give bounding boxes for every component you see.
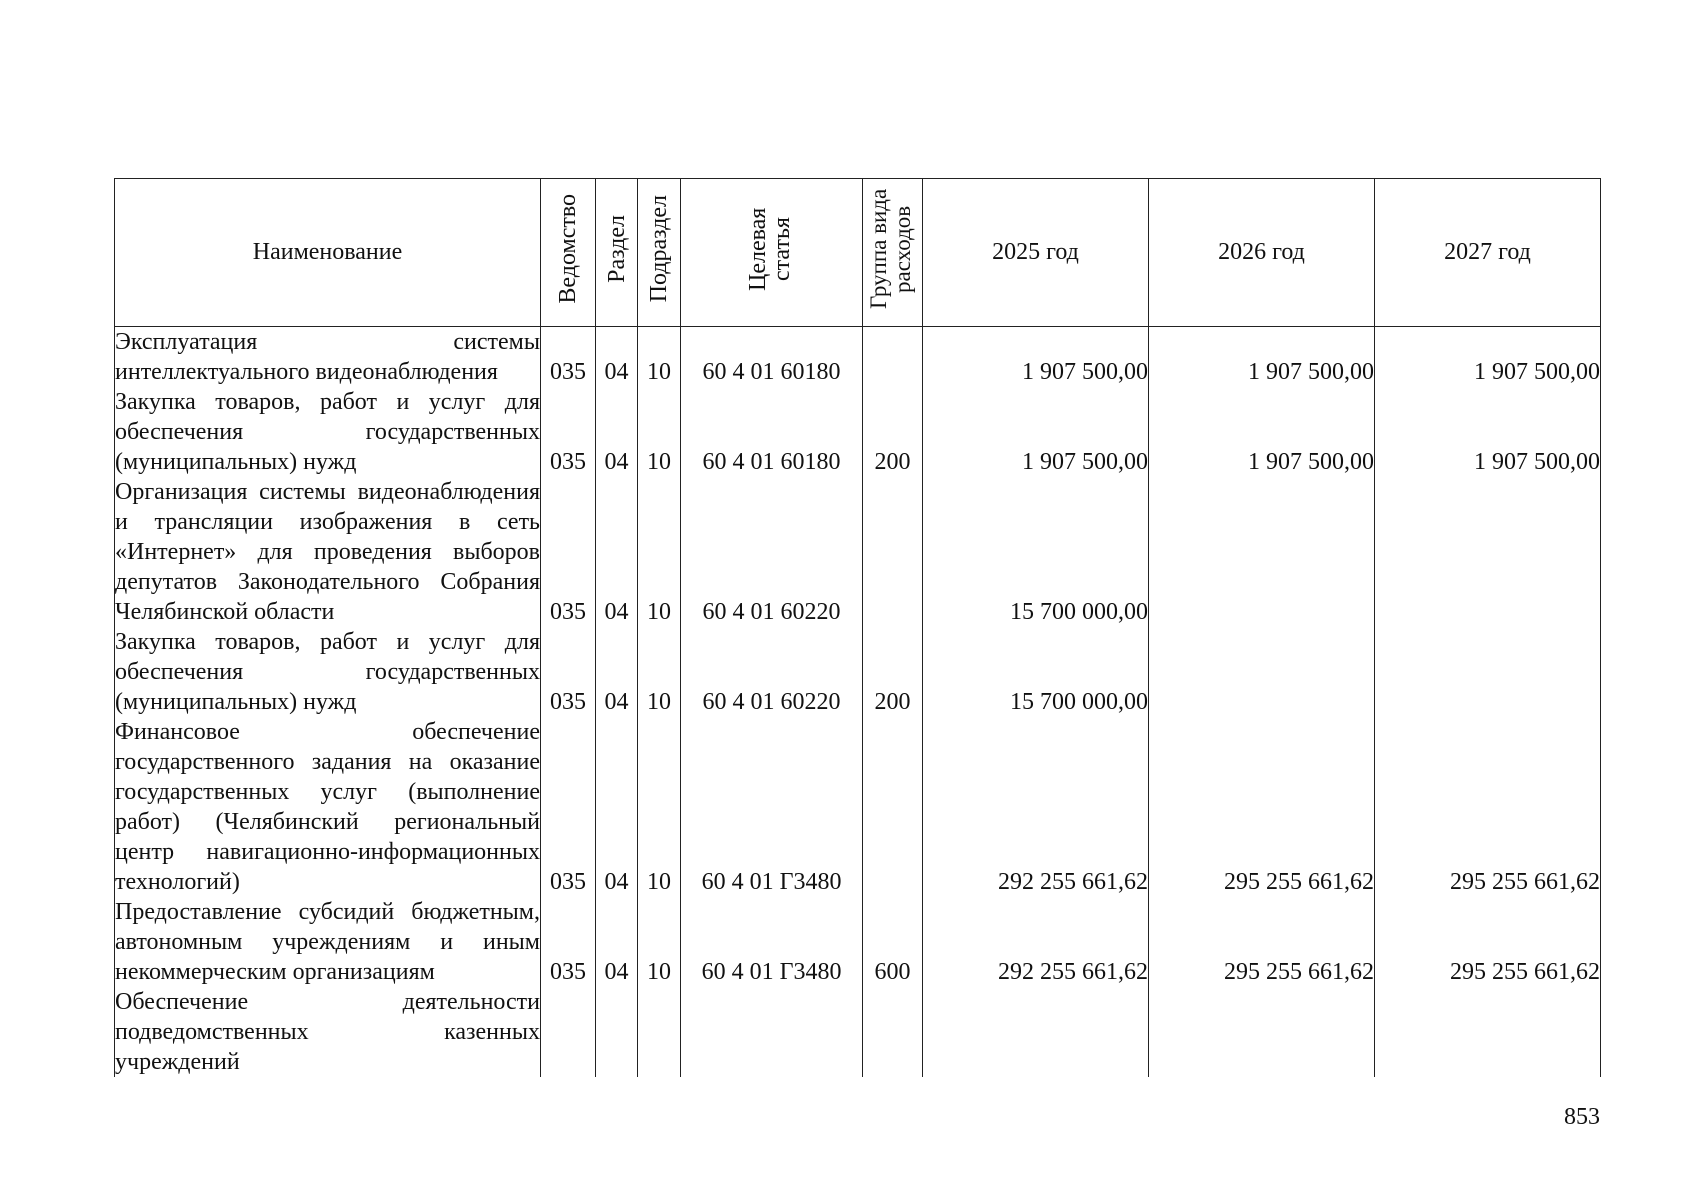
row-amount-2026: 1 907 500,00 <box>1149 387 1375 477</box>
row-gruppa <box>863 327 923 388</box>
row-statya <box>681 987 863 1077</box>
row-statya: 60 4 01 60180 <box>681 387 863 477</box>
row-amount-2027: 1 907 500,00 <box>1375 387 1601 477</box>
row-amount-2027 <box>1375 477 1601 627</box>
row-amount-2025: 15 700 000,00 <box>923 627 1149 717</box>
row-vedomstvo: 035 <box>541 627 596 717</box>
row-amount-2025: 1 907 500,00 <box>923 387 1149 477</box>
row-amount-2025: 292 255 661,62 <box>923 897 1149 987</box>
row-gruppa <box>863 987 923 1077</box>
row-statya: 60 4 01 Г3480 <box>681 717 863 897</box>
header-2026: 2026 год <box>1149 179 1375 327</box>
row-amount-2027: 295 255 661,62 <box>1375 897 1601 987</box>
row-amount-2026 <box>1149 477 1375 627</box>
table-header-row <box>115 179 1601 327</box>
row-podrazdel: 10 <box>638 387 681 477</box>
row-podrazdel: 10 <box>638 477 681 627</box>
row-amount-2027 <box>1375 627 1601 717</box>
row-razdel: 04 <box>596 477 638 627</box>
row-amount-2026 <box>1149 627 1375 717</box>
budget-table-container <box>114 178 1600 1103</box>
row-podrazdel <box>638 987 681 1077</box>
row-statya: 60 4 01 60220 <box>681 477 863 627</box>
row-name: Эксплуатация системы интеллектуального видеонаблюдения <box>115 327 541 388</box>
row-razdel: 04 <box>596 627 638 717</box>
row-name: Обеспечение деятельности подведомственных казенных учреждений <box>115 989 540 1075</box>
row-vedomstvo: 035 <box>541 717 596 897</box>
row-name: Финансовое обеспечение государственного задания на оказание государственных услуг (выполнение работ) (Челябинский региональный центр навигационно-информационных технологий) <box>115 719 540 895</box>
header-gruppa: Группа вида расходов <box>863 179 923 327</box>
row-gruppa <box>863 717 923 897</box>
row-amount-2026: 1 907 500,00 <box>1149 327 1375 388</box>
row-razdel: 04 <box>596 327 638 388</box>
row-name: Закупка товаров, работ и услуг для обеспечения государственных (муниципальных) нужд <box>115 389 540 475</box>
row-podrazdel: 10 <box>638 627 681 717</box>
row-vedomstvo: 035 <box>541 477 596 627</box>
table-row <box>115 717 1601 897</box>
row-razdel: 04 <box>596 717 638 897</box>
header-podrazdel: Подраздел <box>638 179 681 327</box>
header-2025: 2025 год <box>923 179 1149 327</box>
row-razdel: 04 <box>596 897 638 987</box>
row-statya: 60 4 01 60180 <box>681 327 863 388</box>
row-podrazdel: 10 <box>638 897 681 987</box>
row-vedomstvo: 035 <box>541 327 596 388</box>
row-gruppa: 200 <box>863 387 923 477</box>
table-row <box>115 477 1601 627</box>
table-row <box>115 387 1601 477</box>
row-amount-2027: 295 255 661,62 <box>1375 717 1601 897</box>
row-name: Организация системы видеонаблюдения и трансляции изображения в сеть «Интернет» для проведения выборов депутатов Законодательного Собрания Челябинской области <box>115 479 540 625</box>
row-vedomstvo: 035 <box>541 897 596 987</box>
table-row <box>115 327 1601 388</box>
row-razdel: 04 <box>596 387 638 477</box>
row-amount-2025 <box>923 987 1149 1077</box>
row-gruppa: 600 <box>863 897 923 987</box>
row-vedomstvo <box>541 987 596 1077</box>
row-statya: 60 4 01 60220 <box>681 627 863 717</box>
row-podrazdel: 10 <box>638 327 681 388</box>
row-amount-2027 <box>1375 987 1601 1077</box>
header-statya: Целевая статья <box>681 179 863 327</box>
header-2027: 2027 год <box>1375 179 1601 327</box>
row-podrazdel: 10 <box>638 717 681 897</box>
row-amount-2026: 295 255 661,62 <box>1149 717 1375 897</box>
page-number: 853 <box>1564 1104 1600 1130</box>
row-razdel <box>596 987 638 1077</box>
budget-table <box>114 178 1601 1077</box>
row-gruppa <box>863 477 923 627</box>
header-name: Наименование <box>115 179 541 327</box>
row-amount-2025: 292 255 661,62 <box>923 717 1149 897</box>
row-name: Закупка товаров, работ и услуг для обеспечения государственных (муниципальных) нужд <box>115 629 540 715</box>
row-gruppa: 200 <box>863 627 923 717</box>
table-row <box>115 627 1601 717</box>
header-razdel: Раздел <box>596 179 638 327</box>
table-row <box>115 897 1601 987</box>
row-name: Предоставление субсидий бюджетным, автономным учреждениям и иным некоммерческим организациям <box>115 899 540 985</box>
row-amount-2026 <box>1149 987 1375 1077</box>
row-amount-2026: 295 255 661,62 <box>1149 897 1375 987</box>
header-vedomstvo: Ведомство <box>541 179 596 327</box>
row-amount-2025: 15 700 000,00 <box>923 477 1149 627</box>
row-amount-2025: 1 907 500,00 <box>923 327 1149 388</box>
row-amount-2027: 1 907 500,00 <box>1375 327 1601 388</box>
row-vedomstvo: 035 <box>541 387 596 477</box>
row-statya: 60 4 01 Г3480 <box>681 897 863 987</box>
table-row <box>115 987 1601 1077</box>
